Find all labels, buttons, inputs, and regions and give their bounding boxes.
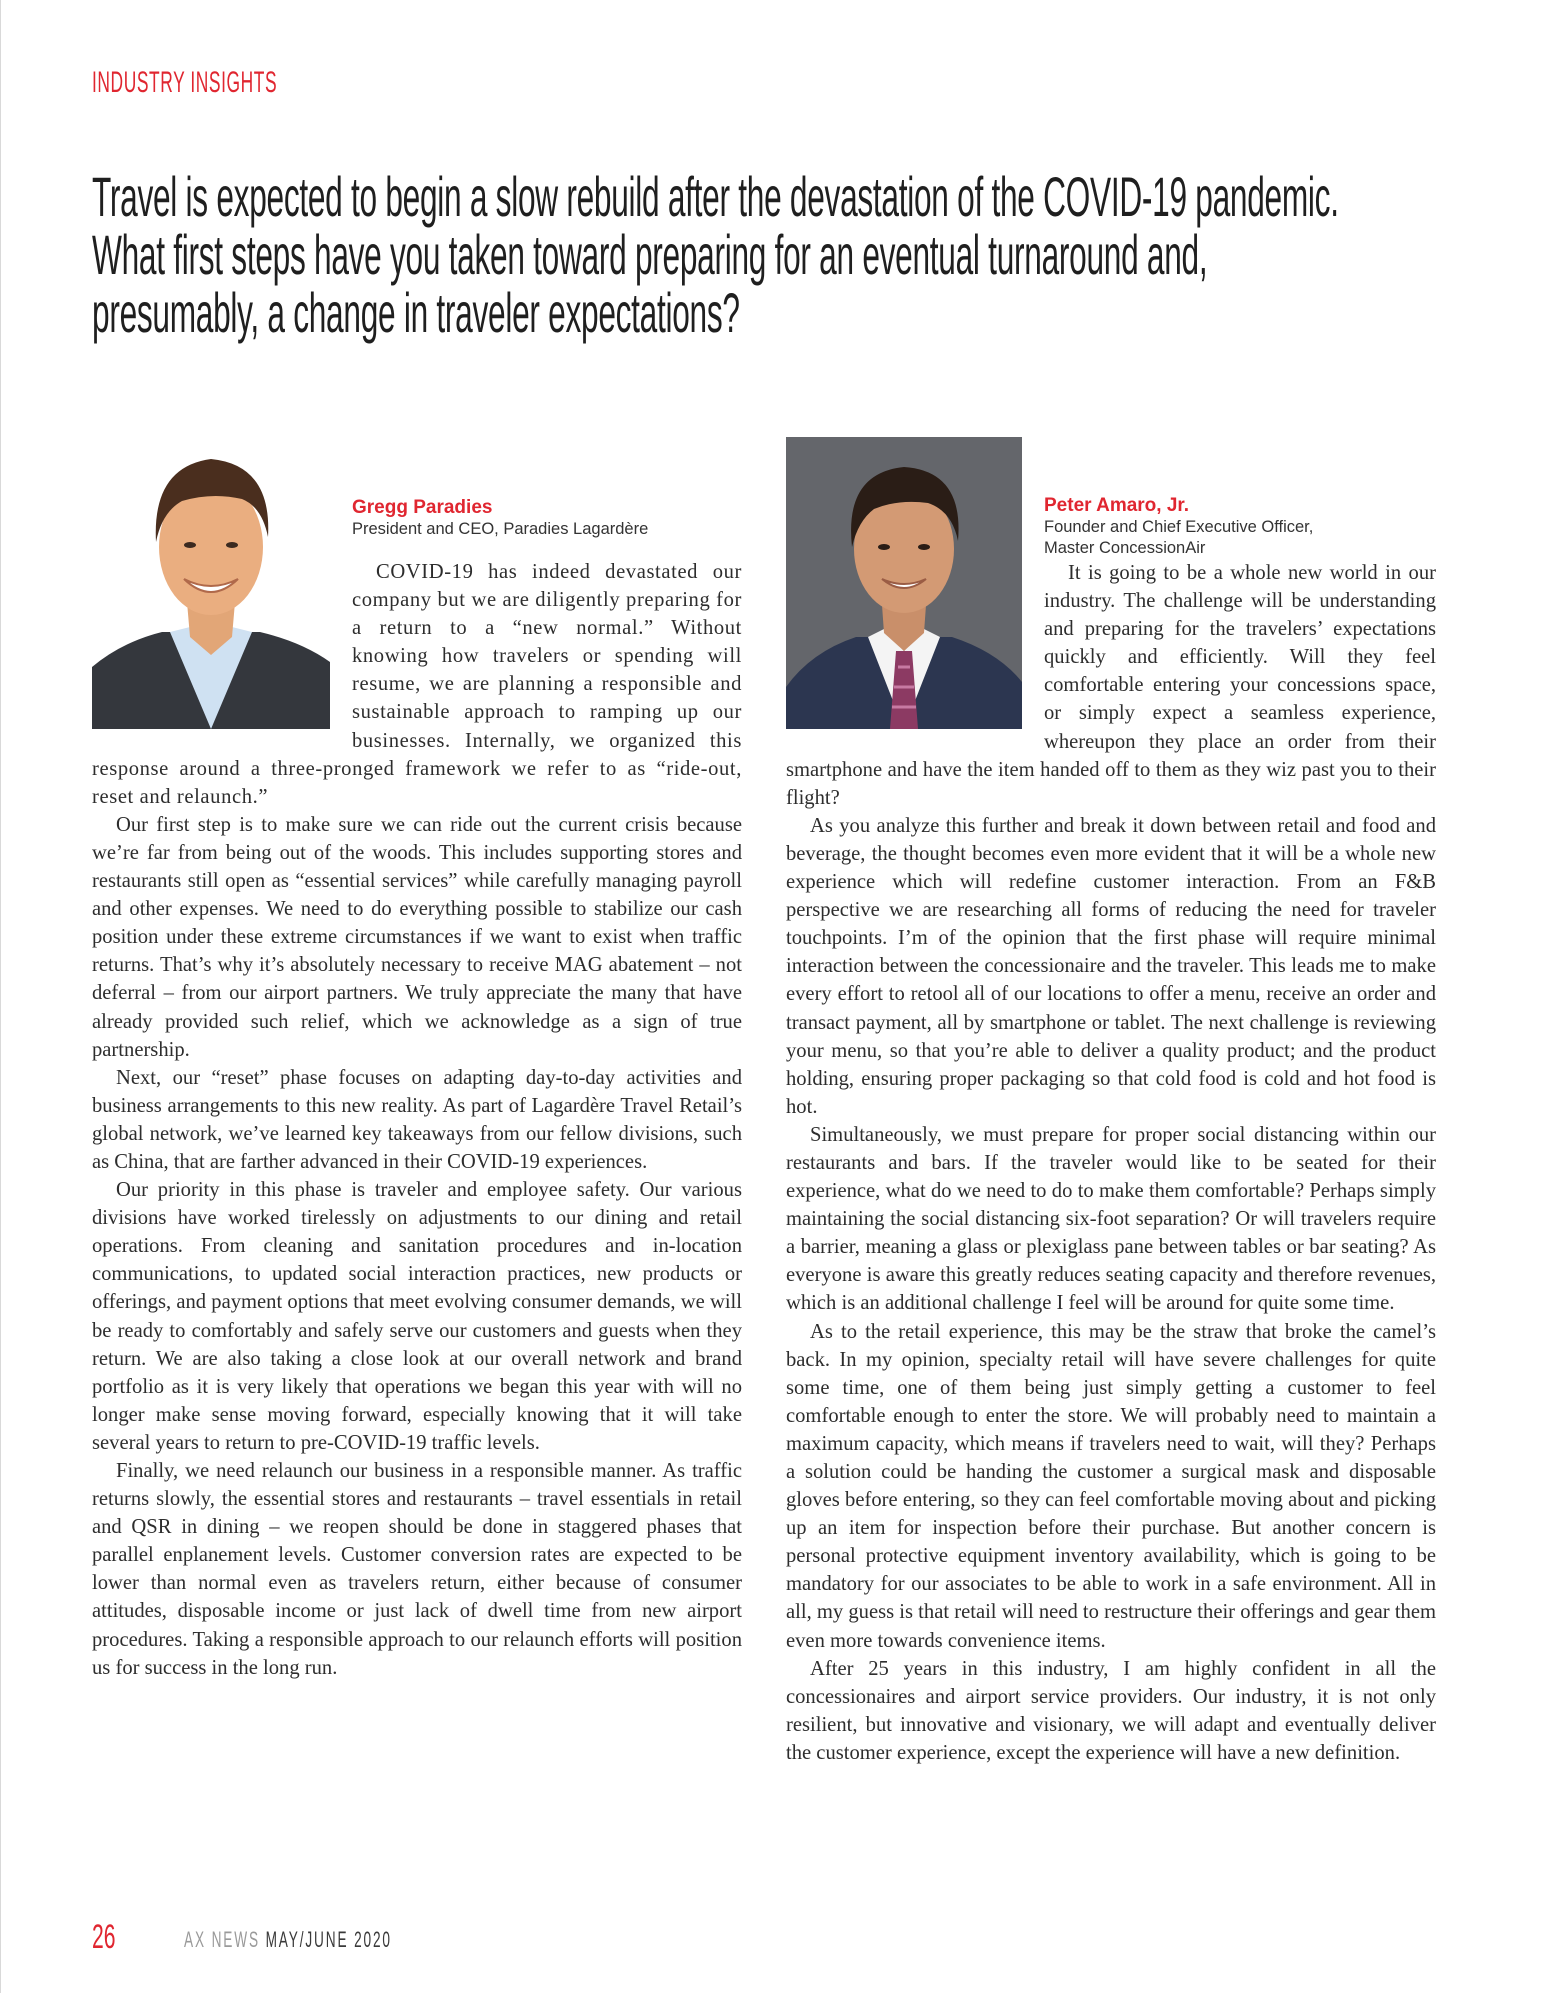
publication-name: AX NEWS <box>184 1927 260 1952</box>
respondent-name: Peter Amaro, Jr. <box>1044 495 1190 516</box>
paragraph: It is going to be a whole new world in our industry. The challenge will be understanding and preparing for the travelers’ expectations quickly and efficiently. Will they feel comfortable entering your concessions space, or simply expect a seamless experience, whereupon they place an order from their smartphone and have the item handed off to them as they wiz past you to their flight? <box>786 562 1436 809</box>
paragraph: As you analyze this further and break it down between retail and food and beverage, the thought becomes even more evident that it will be a whole new experience which will redefine customer interaction. From an F&B perspective we are researching all forms of reducing the need for traveler touchpoints. I’m of the opinion that the first phase will require minimal interaction between the concessionaire and the traveler. This leads me to make every effort to retool all of our locations to offer a menu, receive an order and transact payment, all by smartphone or tablet. The next challenge is reviewing your menu, so that you’re able to deliver a quality product; and the product holding, ensuring proper packaging so that cold food is cold and hot food is hot. <box>786 814 1436 1118</box>
publication-line <box>184 1927 392 1953</box>
headline-line: presumably, a change in traveler expectations? <box>92 281 740 344</box>
paragraph: COVID-19 has indeed devastated our company but we are diligently preparing for a return to a “new normal.” Without knowing how travelers or spending will resume, we are planning a responsible and sustainable approach to ramping up our businesses. Internally, we organized this response around a three-pronged framework we refer to as “ride-out, reset and relaunch.” <box>92 561 742 808</box>
respondent-company: Master ConcessionAir <box>1044 539 1206 557</box>
headline-line: Travel is expected to begin a slow rebuild after the devastation of the COVID-19 pandemic. <box>92 165 1339 228</box>
paragraph: As to the retail experience, this may be the straw that broke the camel’s back. In my opinion, specialty retail will have severe challenges for quite some time, one of them being just simply getting a customer to feel comfortable enough to enter the store. We will probably need to maintain a maximum capacity, which means if travelers need to wait, will they? Perhaps a solution could be handing the customer a surgical mask and disposable gloves before entering, so they can feel comfortable moving about and picking up an item for inspection before their purchase. But another concern is personal protective equipment inventory availability, which is going to be mandatory for our associates to be able to work in a safe environment. All in all, my guess is that retail will need to restructure their offerings and gear them even more towards convenience items. <box>786 1320 1436 1652</box>
paragraph: Finally, we need relaunch our business in a responsible manner. As traffic returns slowly, the essential stores and restaurants – travel essentials in retail and QSR in dining – we reopen should be done in staggered phases that parallel enplanement levels. Customer conversion rates are expected to be lower than normal even as travelers return, either because of consumer attitudes, disposable income or just lack of dwell time from new airport procedures. Taking a responsible approach to our relaunch efforts will position us for success in the long run. <box>92 1460 742 1679</box>
respondent-name: Gregg Paradies <box>352 497 493 518</box>
headline <box>92 165 1339 344</box>
portrait-photo-gregg-paradies <box>92 437 330 729</box>
page-edge <box>0 0 1 1993</box>
section-kicker: INDUSTRY INSIGHTS <box>92 66 278 99</box>
paragraph: Our priority in this phase is traveler and employee safety. Our various divisions have worked tirelessly on adjustments to our dining and retail operations. From cleaning and sanitation procedures and in-location communications, to updated social interaction practices, new products or offerings, and payment options that meet evolving consumer demands, we will be ready to comfortably and safely serve our customers and guests when they return. We are also taking a close look at our overall network and brand portfolio as it is very likely that operations we began this year with will no longer make sense moving forward, especially knowing that it will take several years to return to pre-COVID-19 traffic levels. <box>92 1179 742 1454</box>
paragraph: Simultaneously, we must prepare for proper social distancing within our restaurants and bars. If the traveler would like to be seated for their experience, what do we need to do to make them comfortable? Perhaps simply maintaining the social distancing six-foot separation? Or will travelers require a barrier, meaning a glass or plexiglass pane between tables or bar seating? As everyone is aware this greatly reduces seating capacity and therefore revenues, which is an additional challenge I feel will be around for quite some time. <box>786 1123 1436 1315</box>
paragraph: Our first step is to make sure we can ride out the current crisis because we’re far from being out of the woods. This includes supporting stores and restaurants still open as “essential services” while carefully managing payroll and other expenses. We need to do everything possible to stabilize our cash position under these extreme circumstances if we want to exist when traffic returns. That’s why it’s absolutely necessary to receive MAG abatement – not deferral – from our airport partners. We truly appreciate the many that have already provided such relief, which we acknowledge as a sign of true partnership. <box>92 813 742 1061</box>
page-number: 26 <box>92 1918 116 1956</box>
paragraph: After 25 years in this industry, I am highly confident in all the concessionaires and airport service providers. Our industry, it is not only resilient, but innovative and visionary, we will adapt and eventually deliver the customer experience, except the experience will have a new definition. <box>786 1657 1436 1764</box>
respondent-peter-amaro-jr <box>786 437 1436 1767</box>
headline-line: What first steps have you taken toward preparing for an eventual turnaround and, <box>92 223 1208 286</box>
portrait-photo-peter-amaro <box>786 437 1022 729</box>
issue-date: MAY/JUNE 2020 <box>265 1927 392 1952</box>
respondent-title: Founder and Chief Executive Officer, <box>1044 518 1314 536</box>
respondent-gregg-paradies <box>92 437 742 1682</box>
portrait-photo-icon <box>92 437 330 729</box>
paragraph: Next, our “reset” phase focuses on adapting day-to-day activities and business arrangements to this new reality. As part of Lagardère Travel Retail’s global network, we’ve learned key takeaways from our fellow divisions, such as China, that are farther advanced in their COVID-19 experiences. <box>92 1066 742 1173</box>
respondent-title: President and CEO, Paradies Lagardère <box>352 520 649 538</box>
portrait-photo-icon <box>786 437 1022 729</box>
